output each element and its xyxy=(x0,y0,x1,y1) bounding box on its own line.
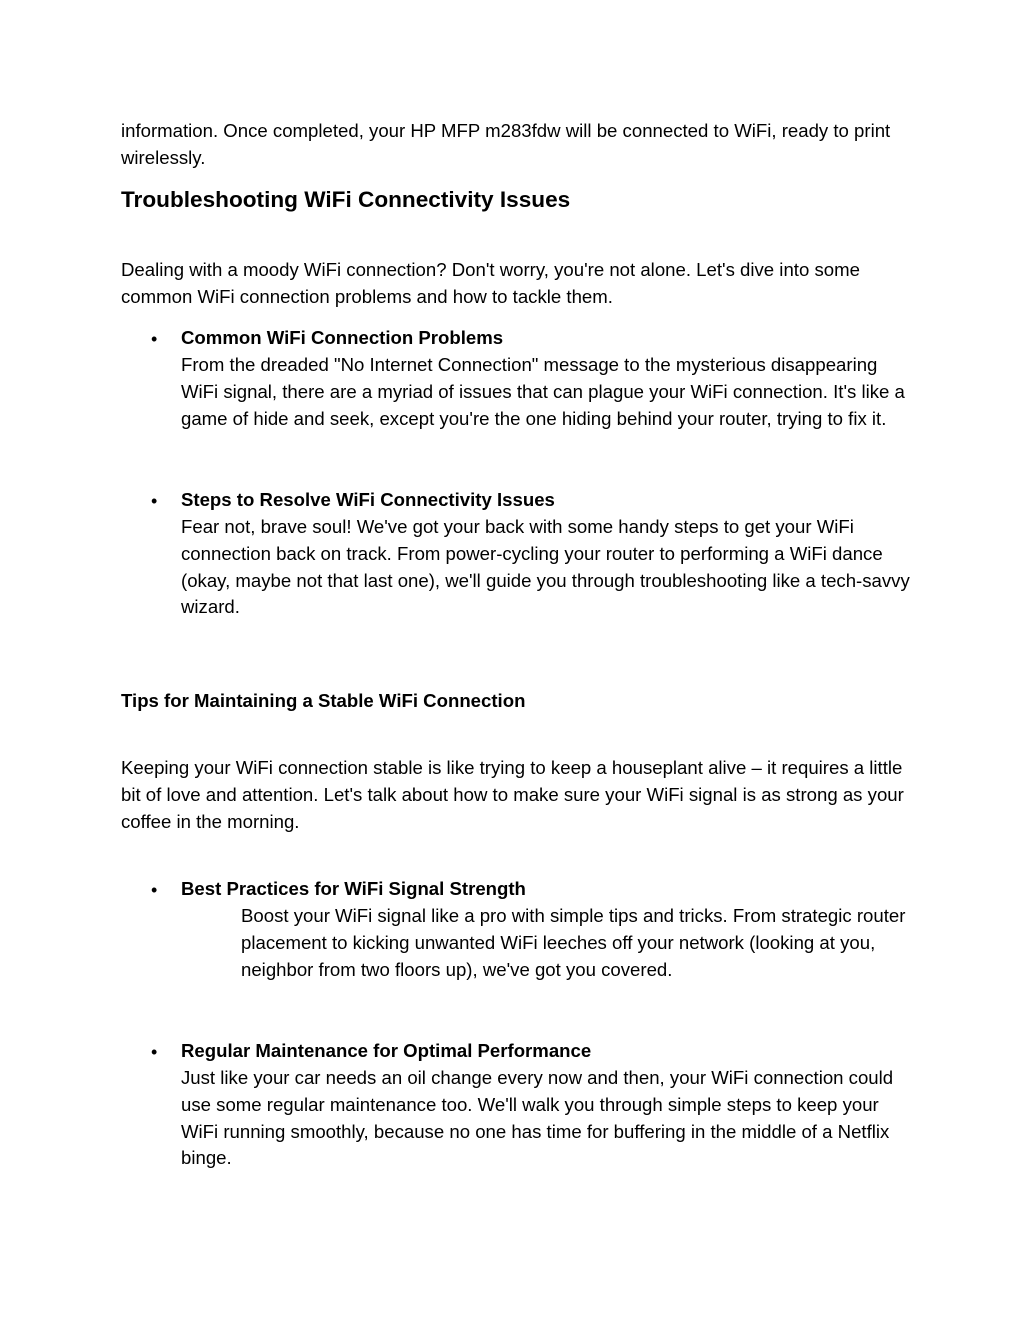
bullet-icon: • xyxy=(151,491,158,511)
list-item-title: Common WiFi Connection Problems xyxy=(181,327,504,348)
troubleshooting-heading: Troubleshooting WiFi Connectivity Issues xyxy=(121,187,571,212)
list-item-title: Steps to Resolve WiFi Connectivity Issues xyxy=(181,489,555,510)
bullet-icon: • xyxy=(151,880,158,900)
list-item-body: Just like your car needs an oil change every now and then, your WiFi connection could use some regular maintenance too. We'll walk you through simple steps to keep your WiFi running smoothly, because no one has time for buffering in the middle of a Netflix binge. xyxy=(181,1067,894,1169)
bullet-icon: • xyxy=(151,329,158,349)
list-item-body: From the dreaded "No Internet Connection" message to the mysterious disappearing WiFi signal, there are a myriad of issues that can plague your WiFi connection. It's like a game of hide and seek, except you're the one hiding behind your router, trying to fix it. xyxy=(181,354,905,429)
intro-continuation-paragraph: information. Once completed, your HP MFP m283fdw will be connected to WiFi, ready to print wirelessly. xyxy=(121,120,891,168)
list-item-body: Fear not, brave soul! We've got your back with some handy steps to get your WiFi connection back on track. From power-cycling your router to performing a WiFi dance (okay, maybe not that last one), we'll guide you through troubleshooting like a tech-savvy wizard. xyxy=(181,516,910,618)
troubleshooting-intro-paragraph: Dealing with a moody WiFi connection? Don't worry, you're not alone. Let's dive into some common WiFi connection problems and how to tackle them. xyxy=(121,259,860,307)
list-item-title: Regular Maintenance for Optimal Performance xyxy=(181,1040,592,1061)
bullet-icon: • xyxy=(151,1042,158,1062)
list-item-title: Best Practices for WiFi Signal Strength xyxy=(181,878,526,899)
tips-heading: Tips for Maintaining a Stable WiFi Connection xyxy=(121,690,526,711)
tips-intro-paragraph: Keeping your WiFi connection stable is like trying to keep a houseplant alive – it requires a little bit of love and attention. Let's talk about how to make sure your WiFi signal is as strong as your coffee in the morning. xyxy=(121,757,904,832)
list-item-body: Boost your WiFi signal like a pro with simple tips and tricks. From strategic router placement to kicking unwanted WiFi leeches off your network (looking at you, neighbor from two floors up), we've got you covered. xyxy=(241,905,906,980)
